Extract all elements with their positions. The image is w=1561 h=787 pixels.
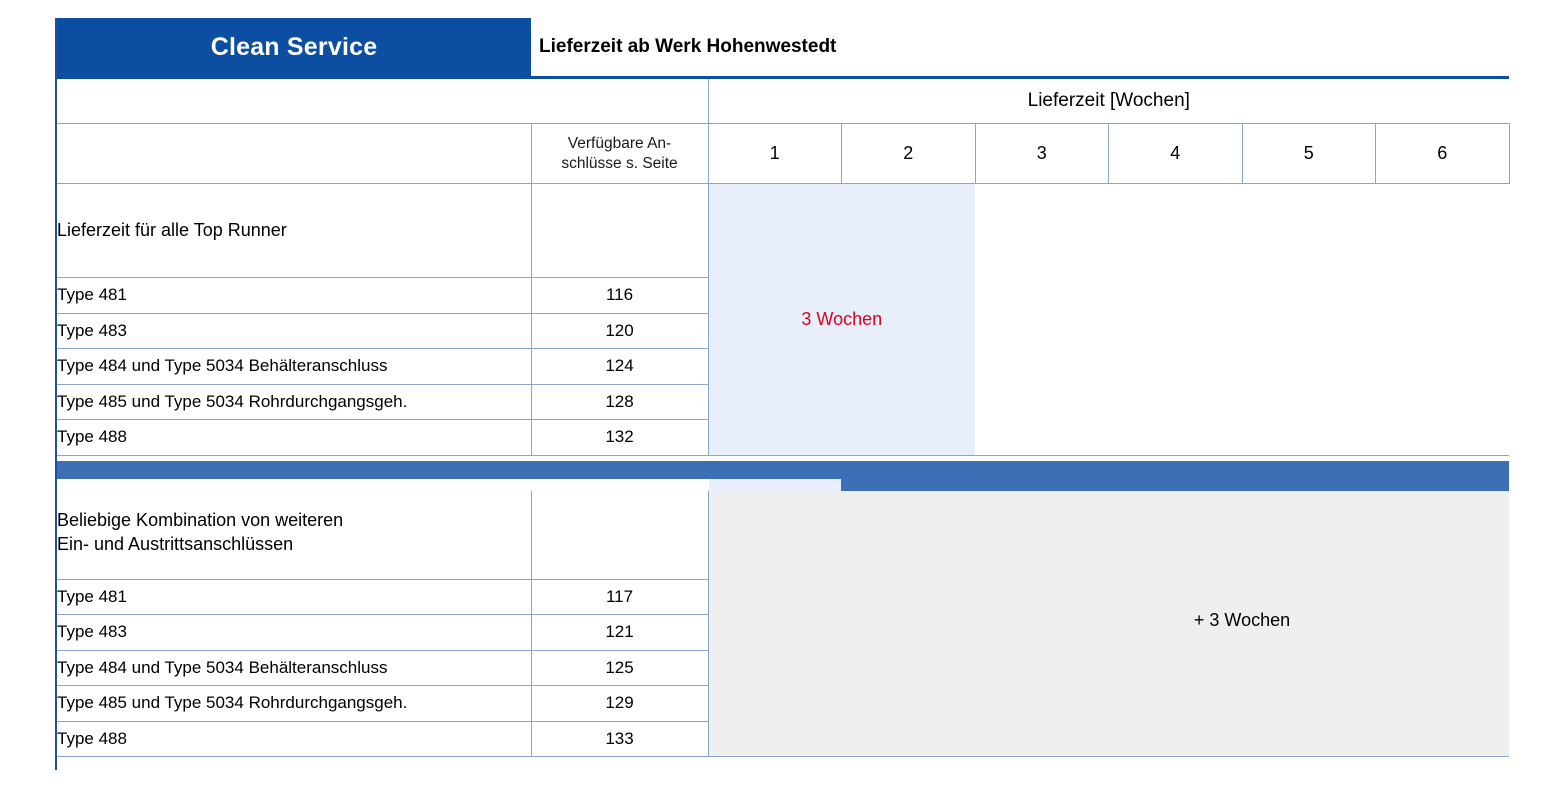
- page-title: Lieferzeit ab Werk Hohenwestedt: [539, 36, 837, 57]
- row-type-label: Type 484 und Type 5034 Behälteranschluss: [57, 349, 531, 385]
- group-header-spacer-desc: [57, 79, 531, 124]
- section-2-title-line1: Beliebige Kombination von weiteren: [57, 509, 344, 530]
- avail-header-line2: schlüsse s. Seite: [561, 154, 678, 172]
- row-type-label: Type 485 und Type 5034 Rohrdurchgangsgeh.: [57, 384, 531, 420]
- group-header-spacer-avail: [531, 79, 708, 124]
- row-page-number: 125: [531, 650, 708, 686]
- section-2-duration-cell: + 3 Wochen: [975, 486, 1509, 757]
- column-header-week-3: 3: [975, 124, 1109, 184]
- section-2-avail-empty: [531, 486, 708, 580]
- row-type-label: Type 484 und Type 5034 Behälteranschluss: [57, 650, 531, 686]
- column-header-week-4: 4: [1109, 124, 1243, 184]
- row-page-number: 116: [531, 278, 708, 314]
- page-header: [57, 18, 1509, 76]
- section-2-title-line2: Ein- und Austrittsanschlüssen: [57, 534, 294, 554]
- section-2-empty-weeks-left: [708, 486, 975, 757]
- column-header-week-1: 1: [708, 124, 842, 184]
- row-type-label: Type 483: [57, 615, 531, 651]
- column-header-week-6: 6: [1376, 124, 1510, 184]
- row-page-number: 128: [531, 384, 708, 420]
- blue-band-notch-highlight: [709, 479, 841, 491]
- row-page-number: 120: [531, 313, 708, 349]
- group-header-lieferzeit: Lieferzeit [Wochen]: [708, 79, 1509, 124]
- column-header-week-2: 2: [842, 124, 976, 184]
- row-type-label: Type 488: [57, 721, 531, 757]
- brand-title: Clean Service: [57, 18, 531, 76]
- column-header-available-connections: [531, 124, 708, 184]
- section-1-duration-cell: 3 Wochen: [708, 184, 975, 456]
- row-page-number: 117: [531, 579, 708, 615]
- row-type-label: Type 488: [57, 420, 531, 456]
- row-type-label: Type 485 und Type 5034 Rohrdurchgangsgeh.: [57, 686, 531, 722]
- avail-header-line1: Verfügbare An-: [567, 134, 672, 152]
- row-page-number: 133: [531, 721, 708, 757]
- section-1-empty-weeks: [975, 184, 1509, 456]
- row-page-number: 132: [531, 420, 708, 456]
- section-1-title-row: [57, 184, 1509, 278]
- row-type-label: Type 483: [57, 313, 531, 349]
- row-page-number: 124: [531, 349, 708, 385]
- section-1-avail-empty: [531, 184, 708, 278]
- row-page-number: 121: [531, 615, 708, 651]
- column-header-week-5: 5: [1242, 124, 1376, 184]
- row-type-label: Type 481: [57, 278, 531, 314]
- table-subheader-row: [57, 124, 1509, 184]
- subheader-spacer-desc: [57, 124, 531, 184]
- section-2-title: [57, 486, 531, 580]
- section-1-title: Lieferzeit für alle Top Runner: [57, 184, 531, 278]
- row-page-number: 129: [531, 686, 708, 722]
- row-type-label: Type 481: [57, 579, 531, 615]
- section-2-title-row: [57, 486, 1509, 580]
- delivery-time-table: [57, 79, 1510, 757]
- table-group-header-row: [57, 79, 1509, 124]
